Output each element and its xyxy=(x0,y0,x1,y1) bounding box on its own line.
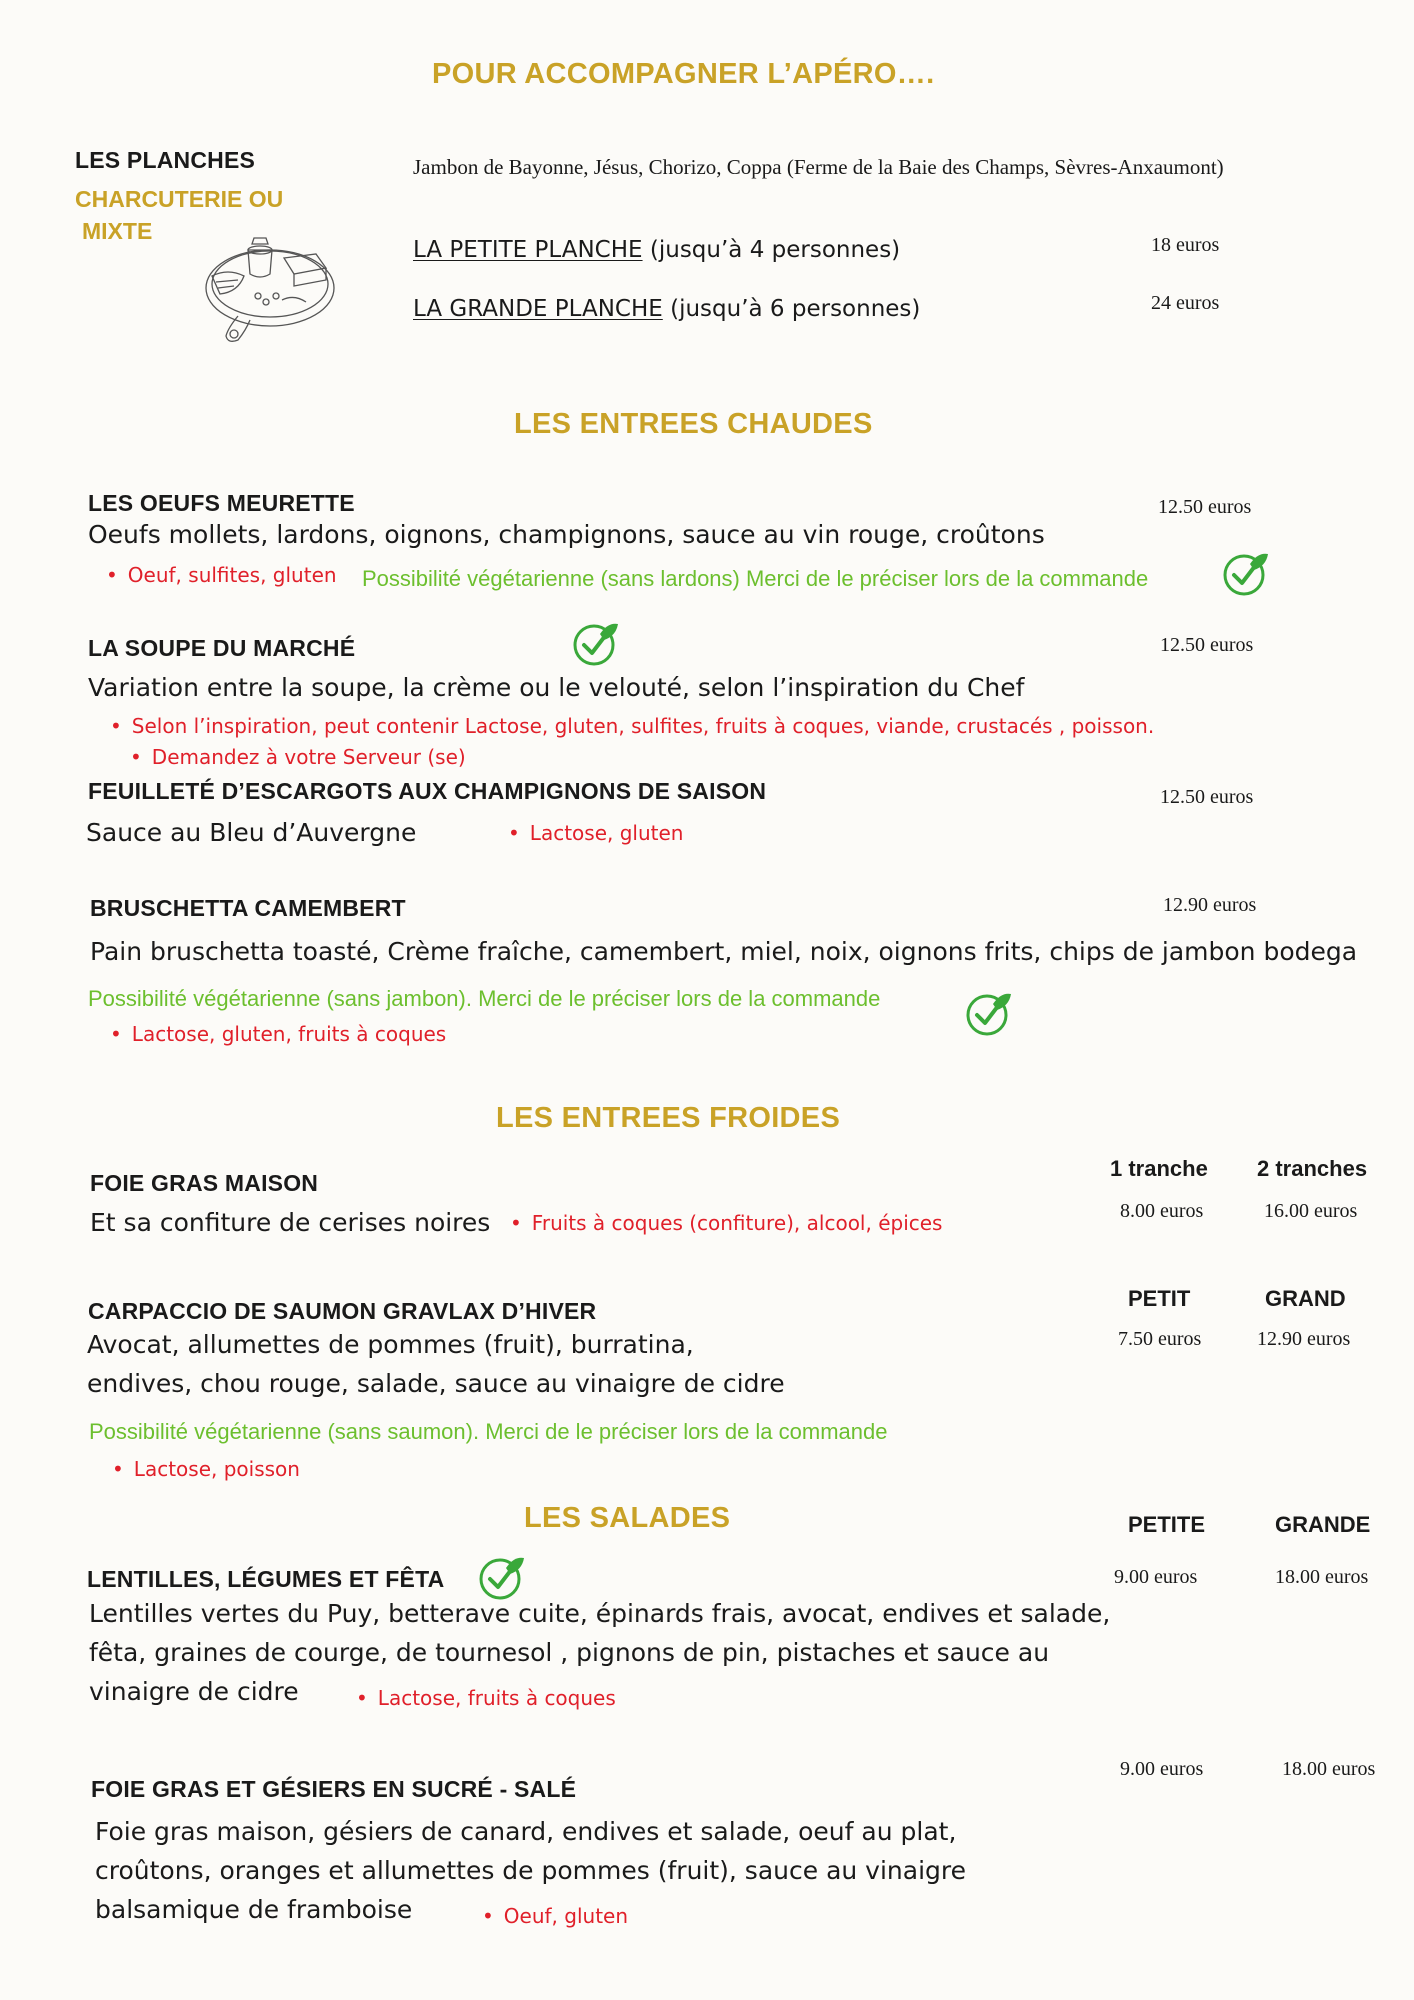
lentilles-title: LENTILLES, LÉGUMES ET FÊTA xyxy=(87,1566,445,1592)
soupe-allergens-2-text: Demandez à votre Serveur (se) xyxy=(151,745,466,769)
section-heading-chaudes: LES ENTREES CHAUDES xyxy=(514,408,873,440)
gesiers-description-3: balsamique de framboise xyxy=(95,1895,413,1924)
soupe-price: 12.50 euros xyxy=(1160,634,1254,656)
charcuterie-board-illustration xyxy=(198,210,340,346)
foie-col2-label: 2 tranches xyxy=(1257,1156,1368,1181)
carpaccio-col1-label: PETIT xyxy=(1128,1286,1191,1311)
soupe-allergens-2 xyxy=(130,745,466,769)
oeufs-allergens: • Oeuf, sulfites, gluten xyxy=(106,563,337,587)
planches-subtitle-2: MIXTE xyxy=(82,218,153,244)
foie-description: Et sa confiture de cerises noires xyxy=(90,1208,491,1237)
vegetarian-check-icon xyxy=(965,990,1013,1038)
foie-allergens: • Fruits à coques (confiture), alcool, épices xyxy=(510,1211,942,1235)
vegetarian-check-icon xyxy=(1222,550,1270,598)
gesiers-title: FOIE GRAS ET GÉSIERS EN SUCRÉ - SALÉ xyxy=(91,1776,577,1802)
gesiers-allergens: • Oeuf, gluten xyxy=(482,1904,628,1928)
petite-planche-line xyxy=(413,237,900,263)
carpaccio-veg-note: Possibilité végétarienne (sans saumon). Merci de le préciser lors de la commande xyxy=(89,1419,888,1444)
foie-title: FOIE GRAS MAISON xyxy=(90,1170,319,1196)
gesiers-description-1: Foie gras maison, gésiers de canard, endives et salade, oeuf au plat, xyxy=(95,1817,957,1846)
soupe-allergens-1: • Selon l’inspiration, peut contenir Lactose, gluten, sulfites, fruits à coques, viande, crustacés , poisson. xyxy=(110,714,1154,738)
grande-planche-line xyxy=(413,296,920,322)
planches-title: LES PLANCHES xyxy=(75,147,256,173)
lentilles-allergens: • Lactose, fruits à coques xyxy=(356,1686,616,1710)
carpaccio-price1: 7.50 euros xyxy=(1118,1328,1202,1350)
petite-planche-detail: (jusqu’à 4 personnes) xyxy=(642,237,901,263)
bruschetta-price: 12.90 euros xyxy=(1163,894,1257,916)
grande-planche-detail: (jusqu’à 6 personnes) xyxy=(662,296,921,322)
salades-col2-label: GRANDE xyxy=(1275,1512,1371,1537)
planches-subtitle-1: CHARCUTERIE OU xyxy=(75,186,284,212)
vegetarian-check-icon xyxy=(572,620,620,668)
oeufs-veg-note: Possibilité végétarienne (sans lardons) Merci de le préciser lors de la commande xyxy=(362,566,1149,591)
section-heading-salades: LES SALADES xyxy=(524,1502,731,1534)
gesiers-description-2: croûtons, oranges et allumettes de pommes (fruit), sauce au vinaigre xyxy=(95,1856,967,1885)
grande-planche-price: 24 euros xyxy=(1151,292,1220,314)
oeufs-description: Oeufs mollets, lardons, oignons, champignons, sauce au vin rouge, croûtons xyxy=(88,520,1045,549)
petite-planche-name: LA PETITE PLANCHE xyxy=(413,237,643,263)
lentilles-price2: 18.00 euros xyxy=(1275,1566,1369,1588)
carpaccio-description-2: endives, chou rouge, salade, sauce au vinaigre de cidre xyxy=(87,1369,785,1398)
petite-planche-price: 18 euros xyxy=(1151,234,1220,256)
bruschetta-title: BRUSCHETTA CAMEMBERT xyxy=(90,895,406,921)
planches-description: Jambon de Bayonne, Jésus, Chorizo, Coppa (Ferme de la Baie des Champs, Sèvres-Anxaumont) xyxy=(413,155,1224,179)
feuillete-title: FEUILLETÉ D’ESCARGOTS AUX CHAMPIGNONS DE SAISON xyxy=(88,778,767,804)
lentilles-price1: 9.00 euros xyxy=(1114,1566,1198,1588)
carpaccio-title: CARPACCIO DE SAUMON GRAVLAX D’HIVER xyxy=(88,1298,597,1324)
lentilles-description-2: fêta, graines de courge, de tournesol , pignons de pin, pistaches et sauce au xyxy=(89,1638,1050,1667)
bruschetta-veg-note: Possibilité végétarienne (sans jambon). Merci de le préciser lors de la commande xyxy=(88,986,881,1011)
lentilles-description-3: vinaigre de cidre xyxy=(89,1677,299,1706)
feuillete-allergens: • Lactose, gluten xyxy=(508,821,683,845)
gesiers-price2: 18.00 euros xyxy=(1282,1758,1376,1780)
gesiers-price1: 9.00 euros xyxy=(1120,1758,1204,1780)
foie-price1: 8.00 euros xyxy=(1120,1200,1204,1222)
oeufs-price: 12.50 euros xyxy=(1158,496,1252,518)
vegetarian-check-icon xyxy=(478,1554,526,1602)
foie-col1-label: 1 tranche xyxy=(1110,1156,1208,1181)
soupe-description: Variation entre la soupe, la crème ou le velouté, selon l’inspiration du Chef xyxy=(88,673,1025,702)
bruschetta-allergens: • Lactose, gluten, fruits à coques xyxy=(110,1022,446,1046)
salades-col1-label: PETITE xyxy=(1128,1512,1206,1537)
oeufs-title: LES OEUFS MEURETTE xyxy=(88,490,355,516)
bruschetta-description: Pain bruschetta toasté, Crème fraîche, camembert, miel, noix, oignons frits, chips de jambon bodega xyxy=(90,937,1358,966)
carpaccio-col2-label: GRAND xyxy=(1265,1286,1346,1311)
carpaccio-allergens: • Lactose, poisson xyxy=(112,1457,300,1481)
lentilles-description-1: Lentilles vertes du Puy, betterave cuite, épinards frais, avocat, endives et salade, xyxy=(89,1599,1111,1628)
foie-price2: 16.00 euros xyxy=(1264,1200,1358,1222)
section-heading-apero: POUR ACCOMPAGNER L’APÉRO…. xyxy=(432,58,935,90)
grande-planche-name: LA GRANDE PLANCHE xyxy=(413,296,663,322)
carpaccio-price2: 12.90 euros xyxy=(1257,1328,1351,1350)
carpaccio-description-1: Avocat, allumettes de pommes (fruit), burratina, xyxy=(87,1330,694,1359)
feuillete-description: Sauce au Bleu d’Auvergne xyxy=(86,818,417,847)
section-heading-froides: LES ENTREES FROIDES xyxy=(496,1102,841,1134)
soupe-title: LA SOUPE DU MARCHÉ xyxy=(88,635,356,661)
feuillete-price: 12.50 euros xyxy=(1160,786,1254,808)
